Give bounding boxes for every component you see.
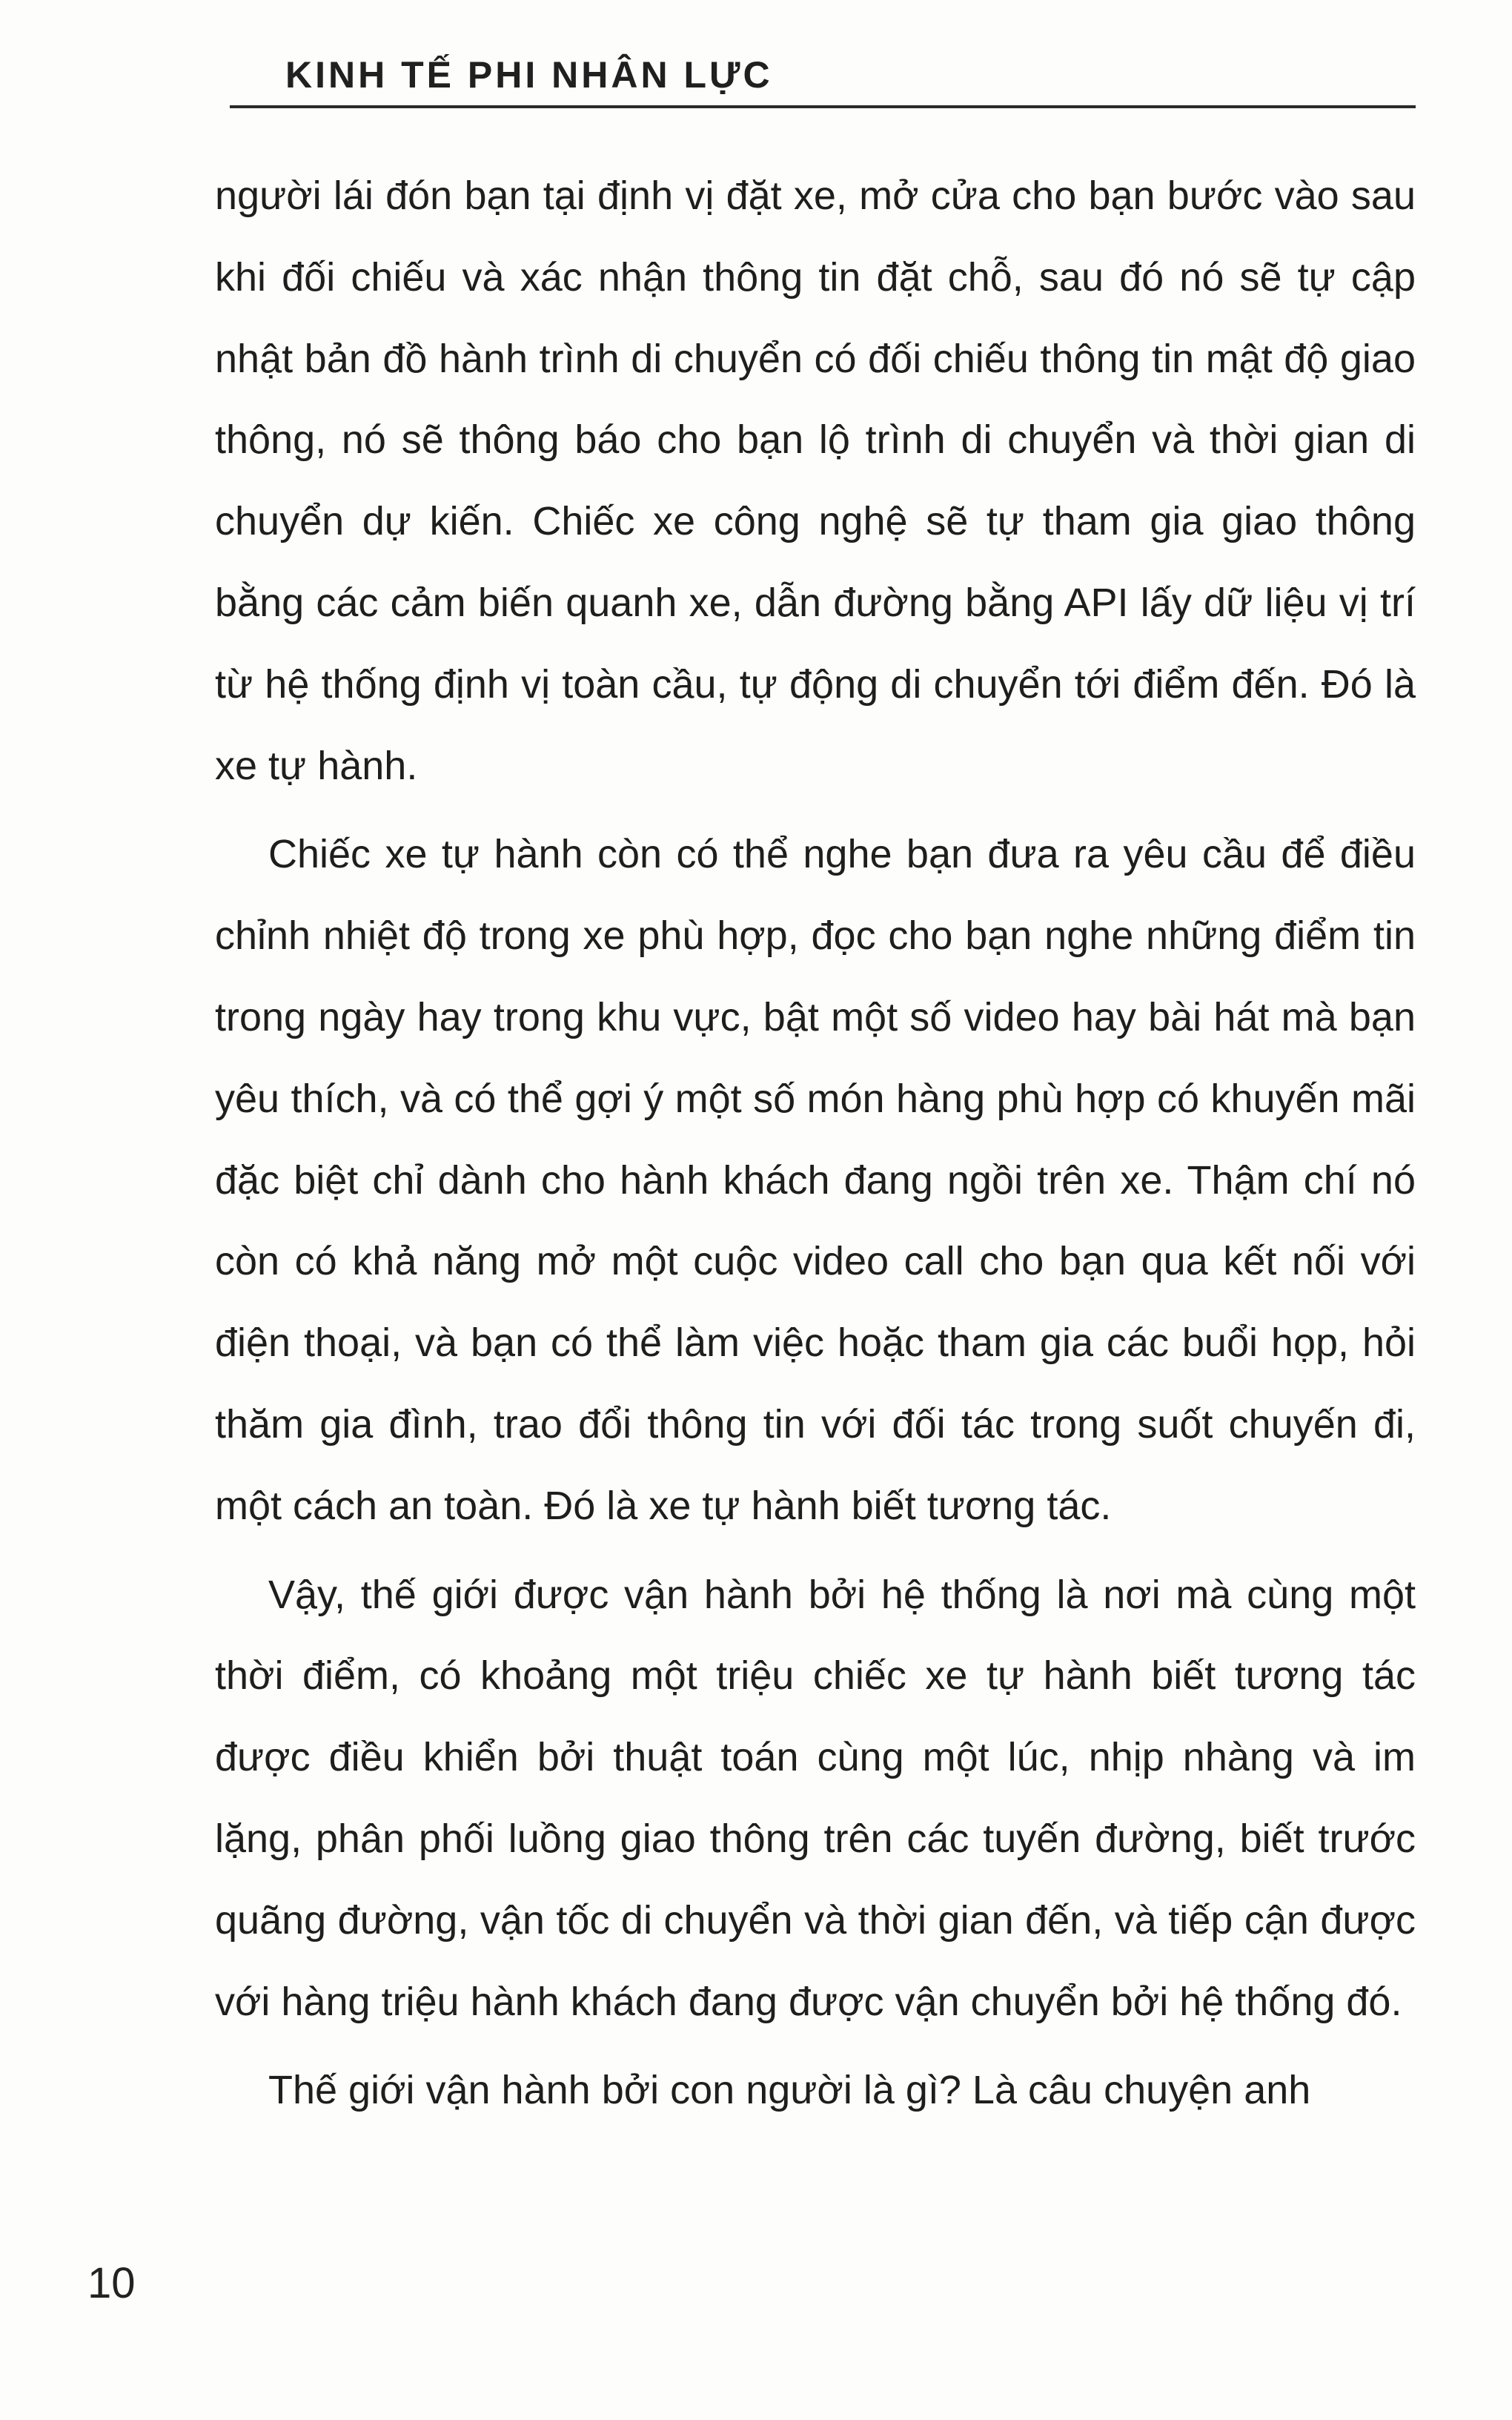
paragraph-human-world: Thế giới vận hành bởi con người là gì? Là câu chuyện anh	[268, 2068, 1311, 2113]
paragraph-system-world: Vậy, thế giới được vận hành bởi hệ thống là nơi mà cùng một thời điểm, có khoảng một triệu chiếc xe tự hành biết tương tác được điều khiển bởi thuật toán cùng một lúc, nhịp nhàng và im lặng, phân phối luồng giao thông trên các tuyến đường, biết trước quãng đường, vận tốc di chuyển và thời gian đến, và tiếp cận được với hàng triệu hành khách đang được vận chuyển bởi hệ thống đó.	[215, 1572, 1416, 2024]
paragraph-self-driving-interaction: Chiếc xe tự hành còn có thể nghe bạn đưa ra yêu cầu để điều chỉnh nhiệt độ trong xe phù hợp, đọc cho bạn nghe những điểm tin trong ngày hay trong khu vực, bật một số video hay bài hát mà bạn yêu thích, và có thể gợi ý một số món hàng phù hợp có khuyến mãi đặc biệt chỉ dành cho hành khách đang ngồi trên xe. Thậm chí nó còn có khả năng mở một cuộc video call cho bạn qua kết nối với điện thoại, và bạn có thể làm việc hoặc tham gia các buổi họp, hỏi thăm gia đình, trao đổi thông tin với đối tác trong suốt chuyến đi, một cách an toàn. Đó là xe tự hành biết tương tác.	[215, 832, 1416, 1528]
header-rule	[230, 105, 1416, 108]
page-number: 10	[87, 2259, 136, 2307]
running-header: KINH TẾ PHI NHÂN LỰC	[285, 54, 773, 96]
body-text	[215, 156, 1416, 2132]
paragraph-continued: người lái đón bạn tại định vị đặt xe, mở cửa cho bạn bước vào sau khi đối chiếu và xác nhận thông tin đặt chỗ, sau đó nó sẽ tự cập nhật bản đồ hành trình di chuyển có đối chiếu thông tin mật độ giao thông, nó sẽ thông báo cho bạn lộ trình di chuyển và thời gian di chuyển dự kiến. Chiếc xe công nghệ sẽ tự tham gia giao thông bằng các cảm biến quanh xe, dẫn đường bằng API lấy dữ liệu vị trí từ hệ thống định vị toàn cầu, tự động di chuyển tới điểm đến. Đó là xe tự hành.	[215, 173, 1416, 788]
